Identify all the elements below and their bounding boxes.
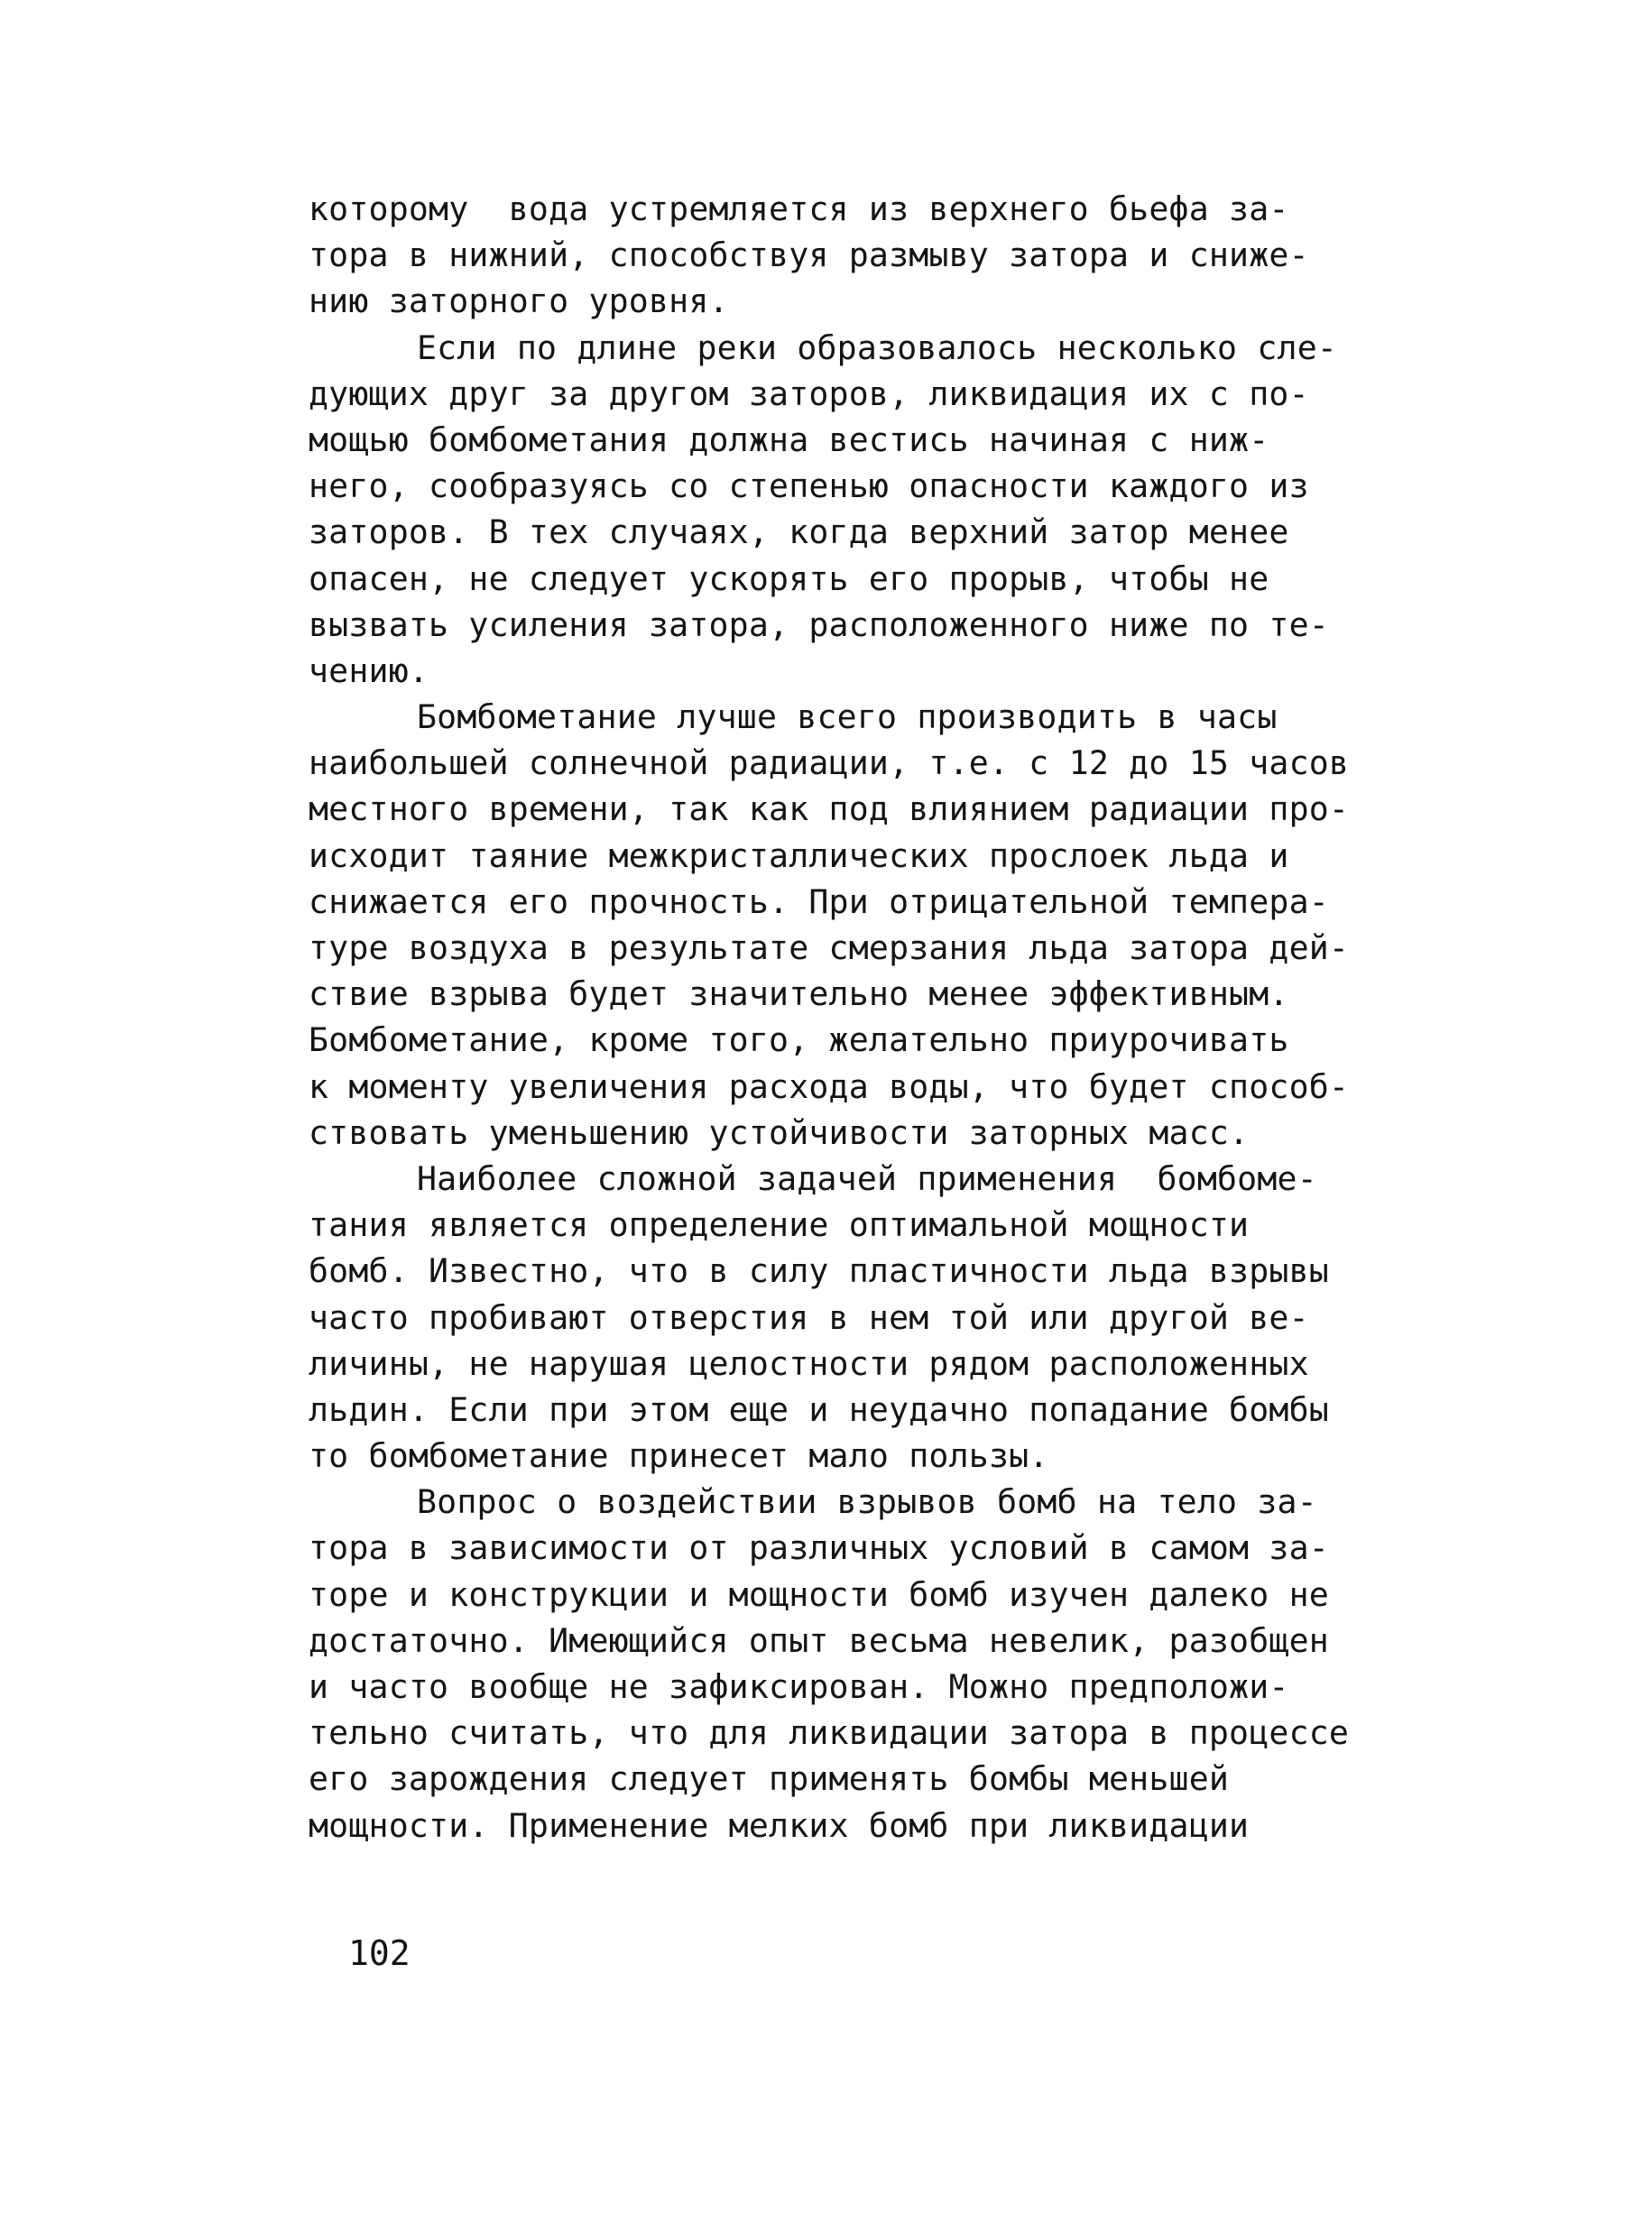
text-line: личины, не нарушая целостности рядом расположенных bbox=[309, 1343, 1309, 1383]
text-line: дующих друг за другом заторов, ликвидация их с по- bbox=[309, 374, 1309, 413]
text-line: опасен, не следует ускорять его прорыв, чтобы не bbox=[309, 558, 1269, 598]
paragraph-start-line: Наиболее сложной задачей применения бомбоме- bbox=[417, 1158, 1317, 1198]
text-line: туре воздуха в результате смерзания льда затора дей- bbox=[309, 928, 1350, 967]
text-line: то бомбометание принесет мало пользы. bbox=[309, 1436, 1049, 1476]
text-line: тора в нижний, способствуя размыву затора и сниже- bbox=[309, 235, 1309, 275]
text-line: Бомбометание, кроме того, желательно приурочивать bbox=[309, 1020, 1289, 1060]
body-text bbox=[309, 186, 1481, 1849]
text-line: чению. bbox=[309, 650, 429, 690]
text-line: ствие взрыва будет значительно менее эффективным. bbox=[309, 974, 1289, 1014]
text-line: наибольшей солнечной радиации, т.е. с 12 до 15 часов bbox=[309, 743, 1350, 783]
text-line: тельно считать, что для ликвидации затора в процессе bbox=[309, 1713, 1350, 1753]
paragraph-start-line: Бомбометание лучше всего производить в часы bbox=[417, 697, 1278, 737]
text-line: которому вода устремляется из верхнего бьефа за- bbox=[309, 189, 1289, 228]
text-line: тания является определение оптимальной мощности bbox=[309, 1205, 1250, 1245]
text-line: местного времени, так как под влиянием радиации про- bbox=[309, 789, 1350, 829]
text-line: мощности. Применение мелких бомб при ликвидации bbox=[309, 1805, 1250, 1845]
page-number: 102 bbox=[348, 1933, 411, 1973]
text-line: тора в зависимости от различных условий в самом за- bbox=[309, 1528, 1329, 1568]
text-line: льдин. Если при этом еще и неудачно попадание бомбы bbox=[309, 1389, 1329, 1429]
paragraph-start-line: Если по длине реки образовалось несколько сле- bbox=[417, 327, 1338, 367]
text-line: него, сообразуясь со степенью опасности каждого из bbox=[309, 466, 1309, 506]
text-line: нию заторного уровня. bbox=[309, 281, 729, 321]
text-line: ствовать уменьшению устойчивости заторных масс. bbox=[309, 1112, 1250, 1152]
text-line: достаточно. Имеющийся опыт весьма невелик, разобщен bbox=[309, 1620, 1329, 1660]
text-line: его зарождения следует применять бомбы меньшей bbox=[309, 1759, 1230, 1799]
text-line: бомб. Известно, что в силу пластичности льда взрывы bbox=[309, 1251, 1329, 1291]
text-line: к моменту увеличения расхода воды, что будет способ- bbox=[309, 1066, 1350, 1106]
text-line: часто пробивают отверстия в нем той или другой ве- bbox=[309, 1297, 1309, 1337]
text-line: исходит таяние межкристаллических прослоек льда и bbox=[309, 835, 1289, 875]
text-line: снижается его прочность. При отрицательной темпера- bbox=[309, 881, 1329, 921]
paragraph-start-line: Вопрос о воздействии взрывов бомб на тело за- bbox=[417, 1482, 1317, 1522]
text-line: заторов. В тех случаях, когда верхний затор менее bbox=[309, 512, 1289, 552]
text-line: вызвать усиления затора, расположенного ниже по те- bbox=[309, 604, 1329, 644]
text-line: и часто вообще не зафиксирован. Можно предположи- bbox=[309, 1667, 1289, 1706]
text-line: мощью бомбометания должна вестись начиная с ниж- bbox=[309, 420, 1269, 459]
text-line: торе и конструкции и мощности бомб изучен далеко не bbox=[309, 1574, 1329, 1614]
